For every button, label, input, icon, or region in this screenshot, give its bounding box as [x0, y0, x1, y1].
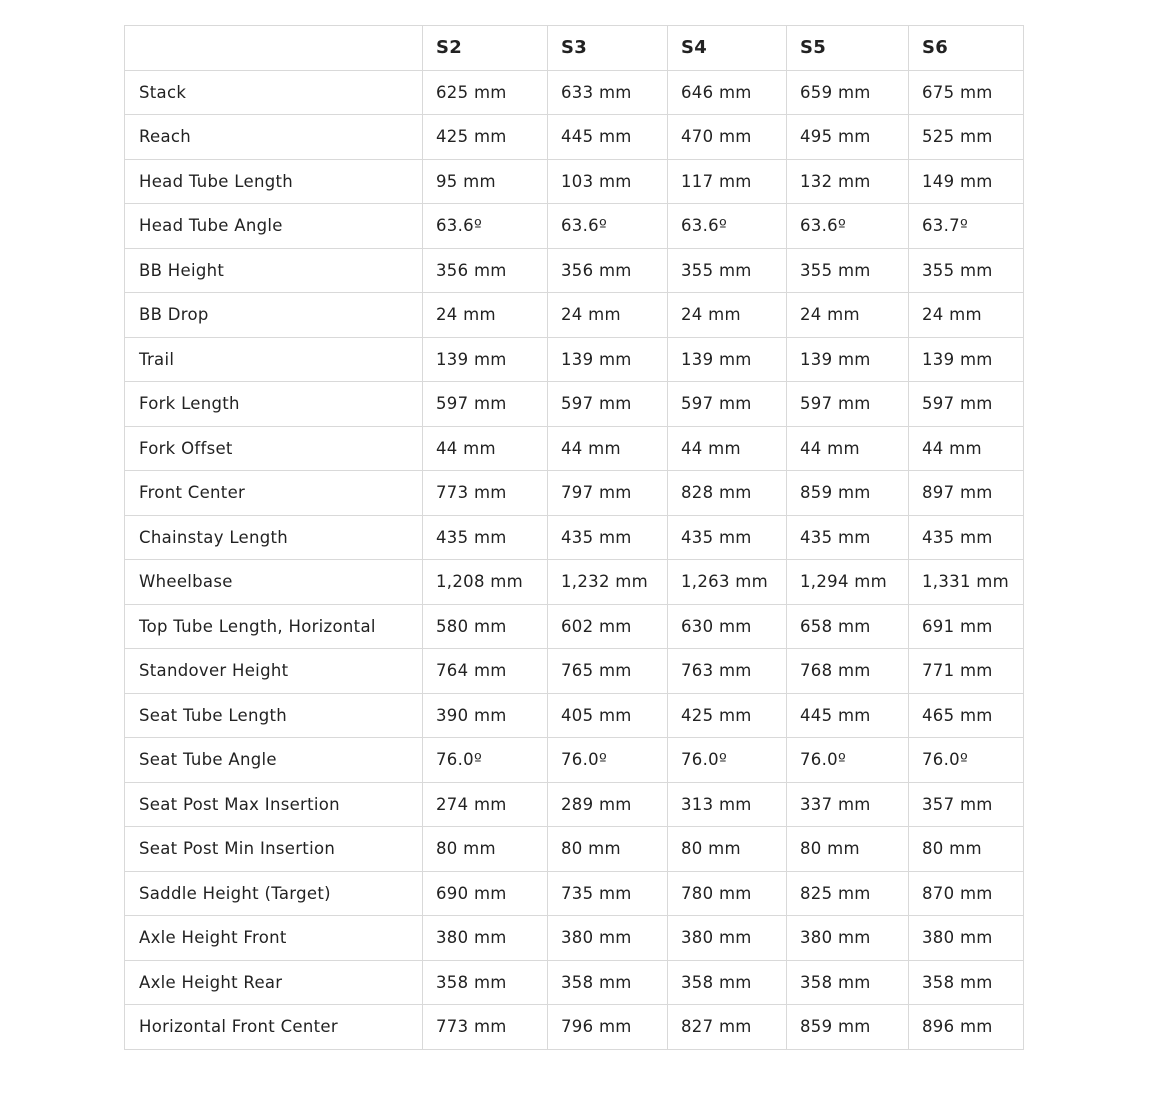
value-cell: 24 mm [787, 293, 909, 338]
value-cell: 435 mm [668, 515, 787, 560]
value-cell: 289 mm [548, 782, 668, 827]
value-cell: 380 mm [668, 916, 787, 961]
value-cell: 355 mm [909, 248, 1024, 293]
value-cell: 630 mm [668, 604, 787, 649]
value-cell: 425 mm [423, 115, 548, 160]
value-cell: 24 mm [909, 293, 1024, 338]
value-cell: 358 mm [423, 960, 548, 1005]
value-cell: 690 mm [423, 871, 548, 916]
row-label: Axle Height Front [125, 916, 423, 961]
value-cell: 465 mm [909, 693, 1024, 738]
value-cell: 380 mm [548, 916, 668, 961]
value-cell: 773 mm [423, 471, 548, 516]
value-cell: 358 mm [787, 960, 909, 1005]
value-cell: 63.6º [423, 204, 548, 249]
value-cell: 405 mm [548, 693, 668, 738]
table-row [125, 382, 1024, 427]
value-cell: 658 mm [787, 604, 909, 649]
value-cell: 580 mm [423, 604, 548, 649]
value-cell: 313 mm [668, 782, 787, 827]
value-cell: 602 mm [548, 604, 668, 649]
value-cell: 797 mm [548, 471, 668, 516]
value-cell: 827 mm [668, 1005, 787, 1050]
value-cell: 80 mm [548, 827, 668, 872]
table-row [125, 1005, 1024, 1050]
table-row [125, 649, 1024, 694]
row-label: Stack [125, 70, 423, 115]
value-cell: 80 mm [909, 827, 1024, 872]
table-row [125, 426, 1024, 471]
table-row [125, 738, 1024, 783]
value-cell: 149 mm [909, 159, 1024, 204]
value-cell: 897 mm [909, 471, 1024, 516]
value-cell: 358 mm [548, 960, 668, 1005]
value-cell: 63.6º [668, 204, 787, 249]
value-cell: 132 mm [787, 159, 909, 204]
size-header-s5: S5 [787, 26, 909, 71]
value-cell: 773 mm [423, 1005, 548, 1050]
value-cell: 764 mm [423, 649, 548, 694]
value-cell: 76.0º [548, 738, 668, 783]
table-row [125, 827, 1024, 872]
value-cell: 659 mm [787, 70, 909, 115]
row-label: Fork Length [125, 382, 423, 427]
row-label: Horizontal Front Center [125, 1005, 423, 1050]
row-label: Head Tube Length [125, 159, 423, 204]
table-row [125, 871, 1024, 916]
row-label: Front Center [125, 471, 423, 516]
value-cell: 356 mm [423, 248, 548, 293]
value-cell: 24 mm [668, 293, 787, 338]
value-cell: 380 mm [909, 916, 1024, 961]
value-cell: 425 mm [668, 693, 787, 738]
row-label: Wheelbase [125, 560, 423, 605]
row-label: Saddle Height (Target) [125, 871, 423, 916]
table-header [125, 26, 1024, 71]
value-cell: 95 mm [423, 159, 548, 204]
table-row [125, 337, 1024, 382]
row-label: Top Tube Length, Horizontal [125, 604, 423, 649]
row-label: Reach [125, 115, 423, 160]
table-row [125, 693, 1024, 738]
value-cell: 357 mm [909, 782, 1024, 827]
value-cell: 646 mm [668, 70, 787, 115]
value-cell: 771 mm [909, 649, 1024, 694]
value-cell: 355 mm [787, 248, 909, 293]
value-cell: 380 mm [787, 916, 909, 961]
table-row [125, 560, 1024, 605]
value-cell: 1,263 mm [668, 560, 787, 605]
value-cell: 675 mm [909, 70, 1024, 115]
value-cell: 825 mm [787, 871, 909, 916]
table-row [125, 293, 1024, 338]
size-header-s4: S4 [668, 26, 787, 71]
row-label: Standover Height [125, 649, 423, 694]
table-row [125, 248, 1024, 293]
value-cell: 63.7º [909, 204, 1024, 249]
value-cell: 445 mm [787, 693, 909, 738]
value-cell: 103 mm [548, 159, 668, 204]
value-cell: 796 mm [548, 1005, 668, 1050]
row-label: Seat Tube Length [125, 693, 423, 738]
value-cell: 139 mm [787, 337, 909, 382]
row-label: BB Drop [125, 293, 423, 338]
table-row [125, 916, 1024, 961]
value-cell: 44 mm [909, 426, 1024, 471]
value-cell: 76.0º [423, 738, 548, 783]
table-row [125, 604, 1024, 649]
value-cell: 435 mm [548, 515, 668, 560]
value-cell: 80 mm [787, 827, 909, 872]
value-cell: 780 mm [668, 871, 787, 916]
geometry-table [124, 25, 1024, 1050]
row-label: Chainstay Length [125, 515, 423, 560]
value-cell: 76.0º [787, 738, 909, 783]
row-label: Fork Offset [125, 426, 423, 471]
value-cell: 525 mm [909, 115, 1024, 160]
value-cell: 495 mm [787, 115, 909, 160]
value-cell: 274 mm [423, 782, 548, 827]
value-cell: 358 mm [909, 960, 1024, 1005]
value-cell: 859 mm [787, 1005, 909, 1050]
value-cell: 390 mm [423, 693, 548, 738]
value-cell: 859 mm [787, 471, 909, 516]
row-label: Axle Height Rear [125, 960, 423, 1005]
value-cell: 44 mm [548, 426, 668, 471]
value-cell: 80 mm [668, 827, 787, 872]
value-cell: 1,232 mm [548, 560, 668, 605]
value-cell: 1,331 mm [909, 560, 1024, 605]
header-row [125, 26, 1024, 71]
header-corner-cell [125, 26, 423, 71]
size-header-s3: S3 [548, 26, 668, 71]
value-cell: 380 mm [423, 916, 548, 961]
value-cell: 44 mm [787, 426, 909, 471]
row-label: Seat Post Max Insertion [125, 782, 423, 827]
value-cell: 44 mm [423, 426, 548, 471]
size-header-s2: S2 [423, 26, 548, 71]
value-cell: 765 mm [548, 649, 668, 694]
value-cell: 1,294 mm [787, 560, 909, 605]
value-cell: 597 mm [787, 382, 909, 427]
value-cell: 735 mm [548, 871, 668, 916]
value-cell: 139 mm [548, 337, 668, 382]
value-cell: 470 mm [668, 115, 787, 160]
value-cell: 445 mm [548, 115, 668, 160]
value-cell: 80 mm [423, 827, 548, 872]
size-header-s6: S6 [909, 26, 1024, 71]
value-cell: 356 mm [548, 248, 668, 293]
value-cell: 358 mm [668, 960, 787, 1005]
value-cell: 139 mm [423, 337, 548, 382]
value-cell: 76.0º [668, 738, 787, 783]
table-row [125, 159, 1024, 204]
table-row [125, 115, 1024, 160]
value-cell: 597 mm [423, 382, 548, 427]
row-label: Seat Tube Angle [125, 738, 423, 783]
table-row [125, 204, 1024, 249]
value-cell: 435 mm [423, 515, 548, 560]
value-cell: 625 mm [423, 70, 548, 115]
value-cell: 76.0º [909, 738, 1024, 783]
table-row [125, 782, 1024, 827]
value-cell: 435 mm [787, 515, 909, 560]
value-cell: 44 mm [668, 426, 787, 471]
value-cell: 597 mm [909, 382, 1024, 427]
value-cell: 355 mm [668, 248, 787, 293]
value-cell: 63.6º [548, 204, 668, 249]
row-label: Trail [125, 337, 423, 382]
value-cell: 633 mm [548, 70, 668, 115]
value-cell: 828 mm [668, 471, 787, 516]
value-cell: 597 mm [548, 382, 668, 427]
row-label: BB Height [125, 248, 423, 293]
value-cell: 597 mm [668, 382, 787, 427]
table-row [125, 960, 1024, 1005]
table-body [125, 70, 1024, 1049]
value-cell: 24 mm [548, 293, 668, 338]
value-cell: 870 mm [909, 871, 1024, 916]
value-cell: 1,208 mm [423, 560, 548, 605]
value-cell: 763 mm [668, 649, 787, 694]
value-cell: 139 mm [668, 337, 787, 382]
value-cell: 117 mm [668, 159, 787, 204]
value-cell: 139 mm [909, 337, 1024, 382]
value-cell: 768 mm [787, 649, 909, 694]
value-cell: 63.6º [787, 204, 909, 249]
table-row [125, 471, 1024, 516]
value-cell: 24 mm [423, 293, 548, 338]
value-cell: 691 mm [909, 604, 1024, 649]
table-row [125, 70, 1024, 115]
value-cell: 896 mm [909, 1005, 1024, 1050]
value-cell: 337 mm [787, 782, 909, 827]
value-cell: 435 mm [909, 515, 1024, 560]
row-label: Head Tube Angle [125, 204, 423, 249]
table-row [125, 515, 1024, 560]
row-label: Seat Post Min Insertion [125, 827, 423, 872]
